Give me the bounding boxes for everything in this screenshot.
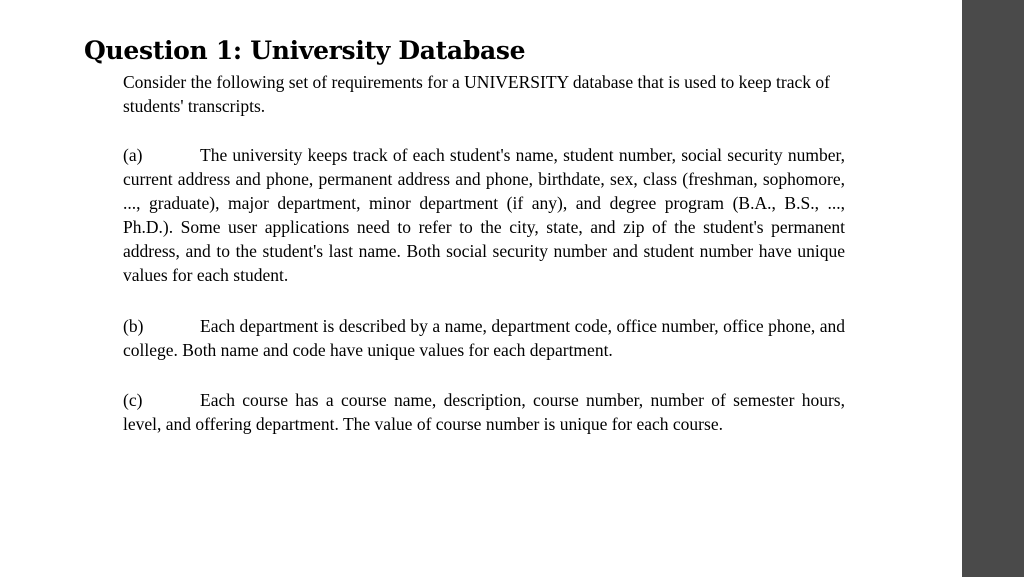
requirement-paragraph-b <box>123 314 845 362</box>
intro-paragraph: Consider the following set of requirements for a UNIVERSITY database that is used to keep track of students' transcripts. <box>123 72 830 116</box>
vertical-scrollbar[interactable] <box>962 0 1024 577</box>
paragraph-marker-b: (b) <box>123 316 144 336</box>
paragraph-text-b: Each department is described by a name, department code, office number, office phone, and college. Both name and code have unique values for each department. <box>123 316 845 360</box>
paragraph-text-a: The university keeps track of each student's name, student number, social security number, current address and phone, permanent address and phone, birthdate, sex, class (freshman, sophomore, ..., graduate), major department, minor department (if any), and degree program (B.A., B.S., ..., Ph.D.). Some user applications need to refer to the city, state, and zip of the student's permanent address, and to the student's last name. Both social security number and student number have unique values for each student. <box>123 145 845 285</box>
requirement-paragraph-a <box>123 143 845 287</box>
requirement-paragraph-c <box>123 388 845 436</box>
paragraph-marker-a: (a) <box>123 145 143 165</box>
paragraph-text-c: Each course has a course name, description, course number, number of semester hours, level, and offering department. The value of course number is unique for each course. <box>123 390 845 434</box>
paragraph-marker-c: (c) <box>123 390 143 410</box>
question-title: Question 1: University Database <box>84 36 526 65</box>
